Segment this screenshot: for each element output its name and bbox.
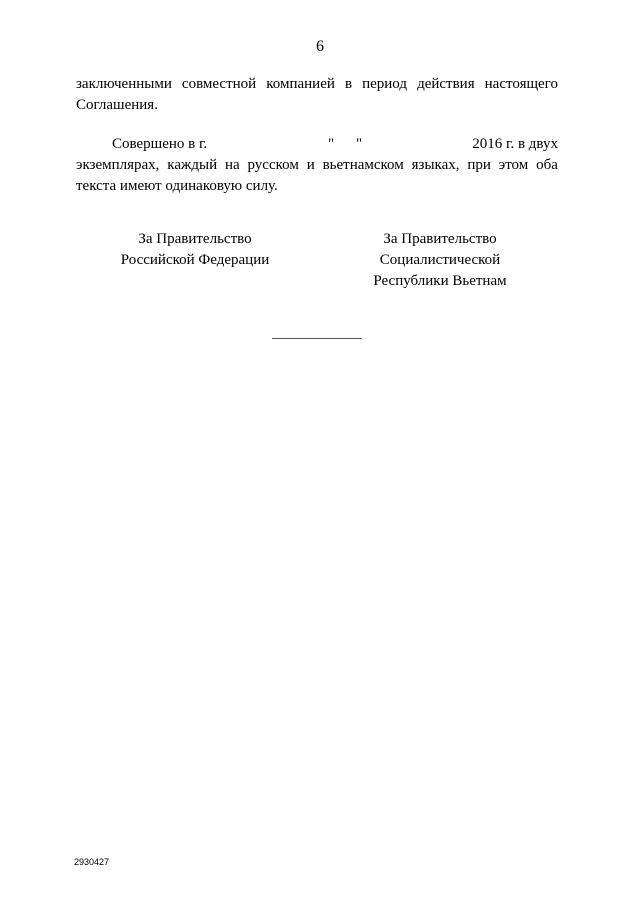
word: и (306, 157, 315, 173)
paragraph-line (76, 134, 558, 155)
signature-block-russia (90, 229, 300, 271)
signature-line: Социалистической (379, 252, 501, 268)
word: вьетнамском (322, 157, 404, 173)
word: этом (498, 157, 529, 173)
signature-block-vietnam (335, 229, 545, 292)
paragraph-line (76, 74, 558, 95)
signature-line: Российской Федерации (120, 252, 270, 268)
paragraph-line: текста имеют одинаковую силу. (76, 178, 278, 194)
word: в (344, 76, 353, 92)
paragraph-line (76, 155, 558, 176)
word: каждый (167, 157, 218, 173)
word: заключенными (76, 76, 172, 92)
quote-open: " (328, 136, 335, 152)
paragraph-closing-terms (76, 74, 558, 116)
end-divider-line (272, 338, 362, 339)
signature-line: За Правительство (138, 231, 252, 247)
word: экземплярах, (76, 157, 160, 173)
year-phrase: 2016 г. в двух (472, 136, 558, 152)
word: совместной (181, 76, 257, 92)
word: период (362, 76, 408, 92)
signature-line: За Правительство (383, 231, 497, 247)
page-number: 6 (316, 38, 324, 55)
word: при (467, 157, 491, 173)
word: настоящего (484, 76, 558, 92)
word: русском (247, 157, 299, 173)
paragraph-done-at (76, 134, 558, 197)
document-code: 2930427 (74, 857, 110, 867)
done-at-text: Совершено в г. (112, 136, 208, 152)
word: языках, (411, 157, 460, 173)
quote-close: " (356, 136, 363, 152)
word: оба (536, 157, 558, 173)
word: действия (417, 76, 475, 92)
signature-line: Республики Вьетнам (373, 273, 507, 289)
word: на (224, 157, 240, 173)
paragraph-line: Соглашения. (76, 97, 158, 113)
word: компанией (266, 76, 335, 92)
